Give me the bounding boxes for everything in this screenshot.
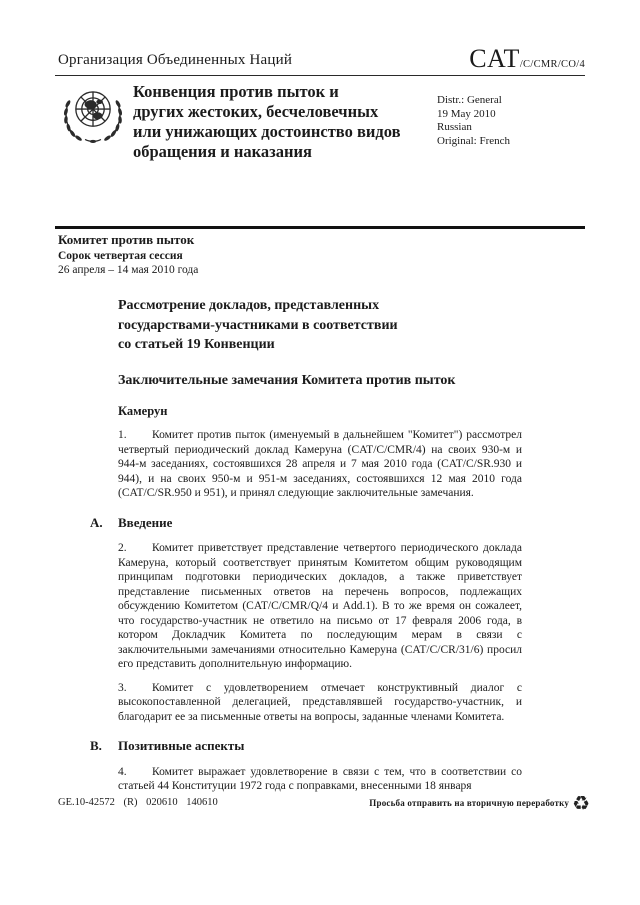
section-title: Введение [118,514,173,530]
footer-doc-code: GE.10-42572 (R) 020610 140610 [58,797,218,808]
un-emblem-icon [60,82,126,152]
recycle-note-text: Просьба отправить на вторичную переработку [369,798,570,808]
paragraph-2 [118,541,522,672]
paragraph-number: 2. [118,542,127,554]
report-title-line: Рассмотрение докладов, представленных [118,298,380,313]
section-heading-a [90,516,522,531]
paragraph-text: Комитет выражает удовлетворение в связи с тем, что в соответствии со статьей 44 Конституции 1972 года с поправками, внесенными 18 января [118,765,522,792]
country-heading: Камерун [118,403,168,418]
convention-title-line: обращения и наказания [133,142,312,161]
paragraph-text: Комитет против пыток (именуемый в дальнейшем "Комитет") рассмотрел четвертый периодический доклад Камеруна (CAT/C/CMR/4) на своих 930-м и 944-м заседаниях, состоявшихся 28 апреля и 7 мая 2010 года (CAT/C/SR.930 и 944), и на своих 950-м и 951-м заседаниях, состоявшихся 12 мая 2010 года (CAT/C/SR.950 и 951), и принял следующие заключительные замечания. [118,429,522,499]
paragraph-3 [118,681,522,725]
convention-title-line: или унижающих достоинство видов [133,122,401,141]
paragraph-number: 3. [118,681,127,694]
concluding-observations-title: Заключительные замечания Комитета против пыток [118,372,456,388]
doc-symbol [469,44,585,74]
convention-title-line: Конвенция против пыток и [133,82,339,101]
distr-line: 19 May 2010 [437,107,496,120]
report-title-line: государствами-участниками в соответствии [118,317,398,333]
distribution-block [437,94,510,148]
recycle-icon: ♻ [572,791,590,815]
section-title: Позитивные аспекты [118,738,245,753]
header-rule-thin [55,75,585,76]
distr-line: Original: French [437,134,511,147]
section-letter: A. [90,514,103,530]
paragraph-text: Комитет приветствует представление четвертого периодического доклада Камеруна, который соответствует принятым Комитетом общим руководящим принципам подготовки периодических докладов, а также приветствует представление письменных ответов на перечень вопросов, подлежащих обсуждению Комитетом (CAT/C/CMR/Q/4 и Add.1). В то же время он сожалеет, что государство-участник не ответило на письмо от 17 февраля 2006 года, в котором Докладчик Комитета по последующим мерам в связи с заключительными замечаниями относительно Камеруна (CAT/C/CR/31/6) просил его представить дополнительную информацию. [118,542,522,670]
report-title-line: со статьей 19 Конвенции [118,337,275,352]
header-rule-thick [55,226,585,229]
paragraph-number: 1. [118,429,127,441]
org-name: Организация Объединенных Наций [58,52,293,68]
distr-line: Distr.: General [437,94,502,106]
report-title [118,296,522,355]
recycle-note [369,793,590,813]
doc-symbol-suffix: /C/CMR/CO/4 [519,59,585,70]
paragraph-text: Комитет с удовлетворением отмечает конструктивный диалог с высокопоставленной делегацией, представлявшей государство-участник, и благодарит ее за письменные ответы на вопросы, заданные членами Комитета. [118,681,522,723]
doc-symbol-main: CAT [469,44,520,73]
committee-name: Комитет против пыток [58,232,195,247]
session-dates: 26 апреля – 14 мая 2010 года [58,264,199,276]
convention-title [133,82,433,162]
convention-title-line: других жестоких, бесчеловечных [133,102,379,121]
committee-block [58,233,198,277]
section-heading-b [90,739,522,754]
paragraph-number: 4. [118,765,127,778]
document-body [90,296,522,803]
session-number: Сорок четвертая сессия [58,250,183,262]
distr-line: Russian [437,121,472,133]
section-letter: B. [90,738,102,753]
paragraph-1 [118,428,522,501]
paragraph-4 [118,765,522,794]
